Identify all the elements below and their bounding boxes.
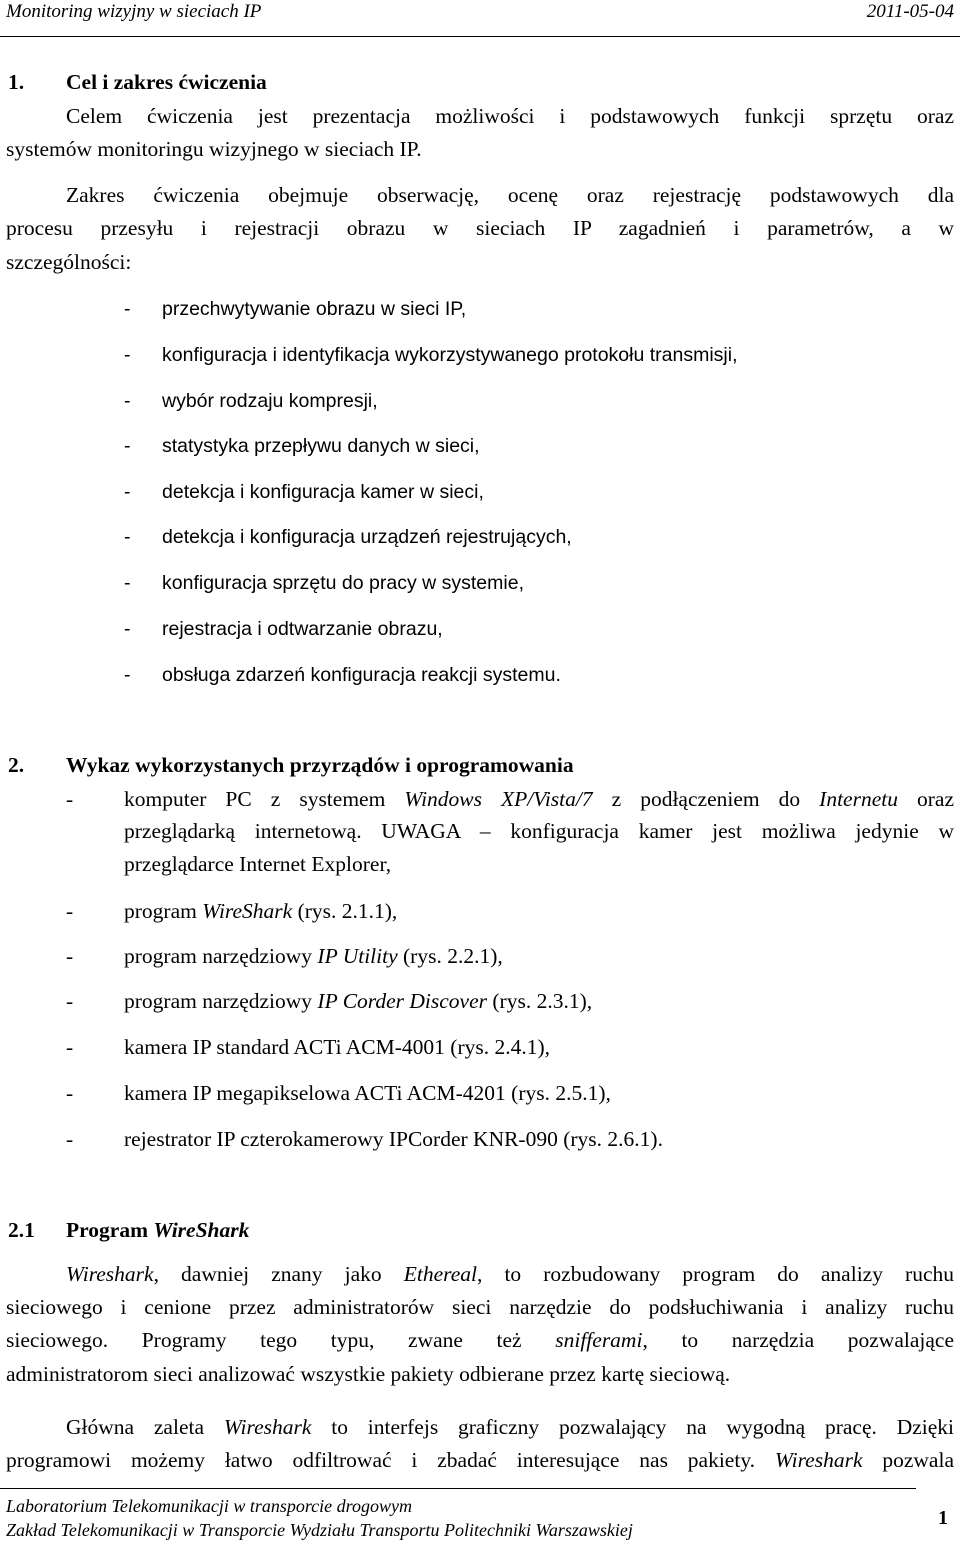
list-item-text: statystyka przepływu danych w sieci, (162, 435, 480, 457)
section1-para2-line3: szczególności: (6, 250, 132, 274)
list-dash: - (66, 787, 74, 811)
section21-para1-line4: administratorom sieci analizować wszystkie pakiety odbierane przez kartę sieciową. (6, 1362, 731, 1386)
list-item-text: obsługa zdarzeń konfiguracja reakcji systemu. (162, 664, 561, 686)
list-dash: - (124, 435, 131, 457)
section21-para2-line2: programowi możemy łatwo odfiltrować i zbadać interesujące nas pakiety. Wireshark pozwala (6, 1448, 954, 1472)
header-rule (0, 36, 960, 37)
list-dash: - (66, 1127, 74, 1151)
list-item-text: program narzędziowy IP Corder Discover (rys. 2.3.1), (124, 989, 593, 1013)
list-item-text: kamera IP megapikselowa ACTi ACM-4201 (rys. 2.5.1), (124, 1081, 611, 1105)
list-dash: - (124, 481, 131, 503)
section2-item1-line3: przeglądarce Internet Explorer, (124, 852, 392, 876)
list-dash: - (124, 344, 131, 366)
list-dash: - (66, 989, 74, 1013)
list-item-text: kamera IP standard ACTi ACM-4001 (rys. 2.4.1), (124, 1035, 551, 1059)
list-dash: - (66, 899, 74, 923)
section2-number: 2. (8, 753, 25, 777)
section1-number: 1. (8, 70, 25, 94)
list-item-text: program narzędziowy IP Utility (rys. 2.2.1), (124, 944, 503, 968)
section1-para1-line2: systemów monitoringu wizyjnego w sieciach IP. (6, 137, 422, 161)
list-item-text: wybór rodzaju kompresji, (162, 390, 378, 412)
list-item-text: przechwytywanie obrazu w sieci IP, (162, 298, 467, 320)
list-item-text: detekcja i konfiguracja urządzeń rejestrujących, (162, 526, 572, 548)
list-item-text: komputer PC z systemem Windows XP/Vista/7 z podłączeniem do Internetu oraz (124, 787, 954, 811)
header-title: Monitoring wizyjny w sieciach IP (6, 1, 262, 22)
list-dash: - (124, 298, 131, 320)
list-item-text: konfiguracja i identyfikacja wykorzystywanego protokołu transmisji, (162, 344, 738, 366)
section2-item1-line2: przeglądarką internetową. UWAGA – konfiguracja kamer jest możliwa jedynie w (124, 819, 954, 843)
section1-para2-line2: procesu przesyłu i rejestracji obrazu w sieciach IP zagadnień i parametrów, a w (6, 216, 954, 240)
list-dash: - (124, 618, 131, 640)
list-item-text: rejestrator IP czterokamerowy IPCorder KNR-090 (rys. 2.6.1). (124, 1127, 663, 1151)
section21-para1-line2: sieciowego i cenione przez administratorów sieci narzędzie do podsłuchiwania i analizy ruchu (6, 1295, 954, 1319)
section21-para2-line1: Główna zaleta Wireshark to interfejs graficzny pozwalający na wygodną pracę. Dzięki (66, 1415, 955, 1439)
footer-rule (0, 1488, 916, 1489)
page-number: 1 (938, 1507, 948, 1529)
section21-title: Program WireShark (66, 1218, 250, 1242)
section21-number: 2.1 (8, 1218, 35, 1242)
section1-para1-line1: Celem ćwiczenia jest prezentacja możliwości i podstawowych funkcji sprzętu oraz (66, 104, 954, 128)
footer-line2: Zakład Telekomunikacji w Transporcie Wydziału Transportu Politechniki Warszawskiej (6, 1520, 633, 1540)
section1-para2-line1: Zakres ćwiczenia obejmuje obserwację, ocenę oraz rejestrację podstawowych dla (66, 183, 954, 207)
list-item-text: program WireShark (rys. 2.1.1), (124, 899, 398, 923)
section2-title: Wykaz wykorzystanych przyrządów i oprogramowania (66, 753, 574, 777)
list-dash: - (124, 664, 131, 686)
section1-title: Cel i zakres ćwiczenia (66, 70, 267, 94)
list-item-text: detekcja i konfiguracja kamer w sieci, (162, 481, 484, 503)
list-dash: - (66, 1081, 74, 1105)
list-dash: - (66, 944, 74, 968)
section21-para1-line1: Wireshark, dawniej znany jako Ethereal, to rozbudowany program do analizy ruchu (66, 1262, 955, 1286)
header-date: 2011-05-04 (866, 1, 954, 22)
footer-line1: Laboratorium Telekomunikacji w transporcie drogowym (6, 1496, 412, 1516)
list-item-text: konfiguracja sprzętu do pracy w systemie, (162, 572, 524, 594)
list-dash: - (124, 526, 131, 548)
section21-para1-line3: sieciowego. Programy tego typu, zwane też snifferami, to narzędzia pozwalające (6, 1328, 954, 1352)
list-dash: - (124, 390, 131, 412)
list-dash: - (124, 572, 131, 594)
list-dash: - (66, 1035, 74, 1059)
list-item-text: rejestracja i odtwarzanie obrazu, (162, 618, 443, 640)
